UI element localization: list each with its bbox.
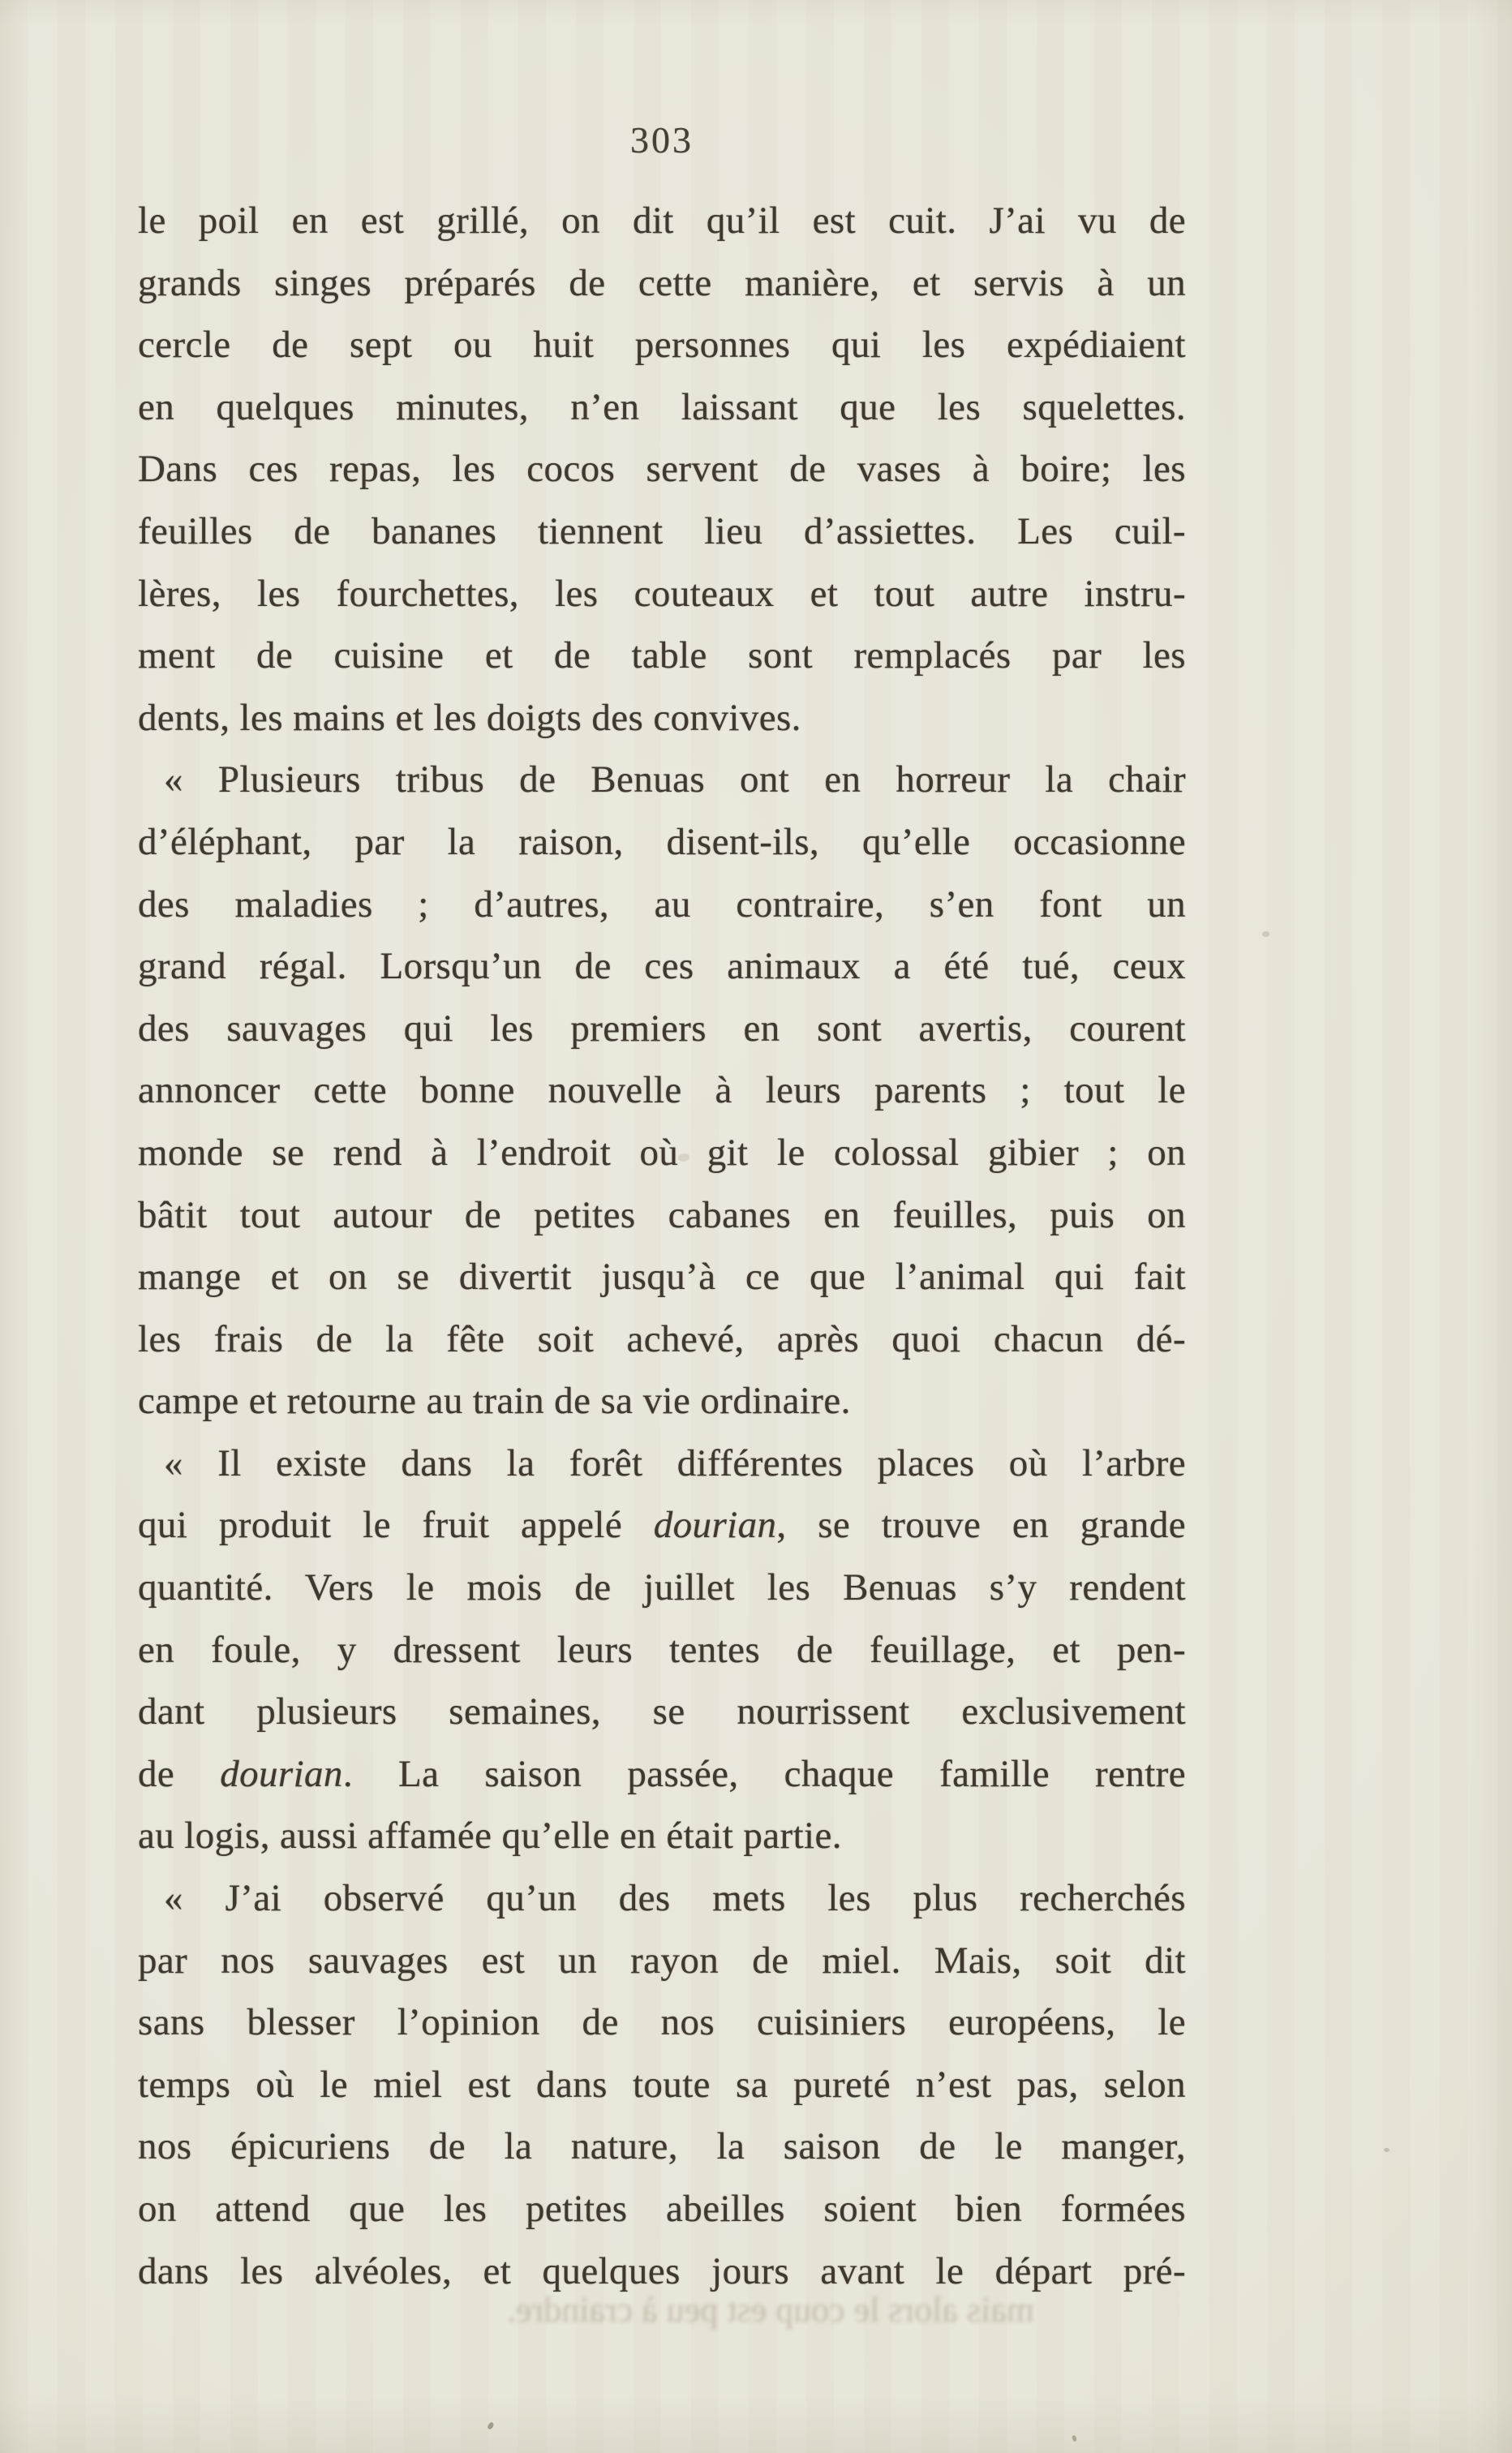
text-line (138, 625, 1186, 687)
text-block (138, 190, 1186, 2302)
text-line (138, 500, 1186, 563)
text-segment: ment de cuisine et de table sont remplacés par les (138, 634, 1186, 677)
text-segment: dant plusieurs semaines, se nourrissent exclusivement (138, 1690, 1186, 1733)
text-segment: campe et retourne au train de sa vie ordinaire. (138, 1380, 851, 1423)
text-segment: « J’ai observé qu’un des mets les plus recherchés (164, 1877, 1186, 1920)
text-line (138, 874, 1186, 936)
paper-speck (1384, 2148, 1390, 2152)
text-segment: bâtit tout autour de petites cabanes en feuilles, puis on (138, 1193, 1186, 1236)
text-segment: « Plusieurs tribus de Benuas ont en horreur la chair (164, 758, 1186, 801)
text-segment: les frais de la fête soit achevé, après quoi chacun dé- (138, 1317, 1186, 1360)
text-segment: dans les alvéoles, et quelques jours avant le départ pré- (138, 2249, 1186, 2292)
text-line (138, 190, 1186, 252)
text-line (138, 1308, 1186, 1371)
text-line (138, 252, 1186, 315)
text-line (138, 1557, 1186, 1619)
text-segment: monde se rend à l’endroit où git le colossal gibier ; on (138, 1131, 1186, 1174)
text-segment: . La saison passée, chaque famille rentre (342, 1752, 1186, 1795)
text-line (138, 1743, 1186, 1806)
paper-speck (1262, 931, 1269, 937)
text-line (138, 2054, 1186, 2116)
text-segment: feuilles de bananes tiennent lieu d’assiettes. Les cuil- (138, 509, 1186, 552)
text-line (138, 935, 1186, 998)
text-segment: d’éléphant, par la raison, disent-ils, qu’elle occasionne (138, 820, 1186, 863)
text-segment: cercle de sept ou huit personnes qui les expédiaient (138, 324, 1186, 367)
italic-text: dourian (220, 1752, 343, 1795)
paper-speck (1072, 2434, 1077, 2442)
text-segment: de (138, 1752, 221, 1795)
text-line (138, 1122, 1186, 1184)
text-line (138, 563, 1186, 625)
text-line (138, 2116, 1186, 2178)
italic-text: dourian (653, 1504, 777, 1547)
text-line (138, 1805, 1186, 1867)
text-segment: on attend que les petites abeilles soient bien formées (138, 2188, 1186, 2230)
page-number: 303 (630, 119, 694, 161)
text-segment: lères, les fourchettes, les couteaux et tout autre instru- (138, 572, 1186, 615)
text-segment: en quelques minutes, n’en laissant que les squelettes. (138, 385, 1186, 428)
text-segment: le poil en est grillé, on dit qu’il est cuit. J’ai vu de (138, 200, 1186, 242)
text-segment: par nos sauvages est un rayon de miel. Mais, soit dit (138, 1939, 1186, 1982)
bleedthrough-text: mais alors le coup est peu à craindre. (507, 2290, 1034, 2330)
text-segment: dents, les mains et les doigts des convives. (138, 696, 801, 739)
text-line (138, 1184, 1186, 1247)
text-line (138, 811, 1186, 874)
text-line (138, 1059, 1186, 1122)
text-segment: grands singes préparés de cette manière, et servis à un (138, 261, 1186, 304)
text-line (138, 1867, 1186, 1930)
text-line (138, 2178, 1186, 2240)
text-line (138, 1433, 1186, 1495)
text-line (138, 376, 1186, 439)
text-segment: quantité. Vers le mois de juillet les Benuas s’y rendent (138, 1566, 1186, 1609)
text-segment: temps où le miel est dans toute sa pureté n’est pas, selon (138, 2063, 1186, 2106)
text-segment: nos épicuriens de la nature, la saison de le manger, (138, 2125, 1186, 2168)
text-line (138, 998, 1186, 1060)
text-line (138, 1991, 1186, 2054)
text-line (138, 749, 1186, 811)
text-line (138, 687, 1186, 750)
text-segment: sans blesser l’opinion de nos cuisiniers européens, le (138, 2001, 1186, 2044)
text-segment: au logis, aussi affamée qu’elle en était partie. (138, 1815, 842, 1858)
text-line (138, 1494, 1186, 1557)
text-segment: des sauvages qui les premiers en sont avertis, courent (138, 1007, 1186, 1050)
text-segment: « Il existe dans la forêt différentes places où l’arbre (164, 1441, 1186, 1484)
text-segment: qui produit le fruit appelé (138, 1504, 654, 1547)
text-line (138, 314, 1186, 376)
text-line (138, 438, 1186, 500)
text-segment: grand régal. Lorsqu’un de ces animaux a été tué, ceux (138, 945, 1186, 988)
paper-speck (487, 2421, 495, 2430)
text-line (138, 1619, 1186, 1682)
text-line (138, 1370, 1186, 1433)
text-segment: annoncer cette bonne nouvelle à leurs parents ; tout le (138, 1069, 1186, 1112)
text-segment: en foule, y dressent leurs tentes de feuillage, et pen- (138, 1628, 1186, 1671)
text-line (138, 1681, 1186, 1743)
text-segment: , se trouve en grande (776, 1504, 1186, 1547)
text-segment: mange et on se divertit jusqu’à ce que l’animal qui fait (138, 1256, 1186, 1299)
text-segment: des maladies ; d’autres, au contraire, s’en font un (138, 883, 1186, 926)
text-line (138, 1930, 1186, 1992)
text-line (138, 1246, 1186, 1308)
text-segment: Dans ces repas, les cocos servent de vases à boire; les (138, 448, 1186, 491)
